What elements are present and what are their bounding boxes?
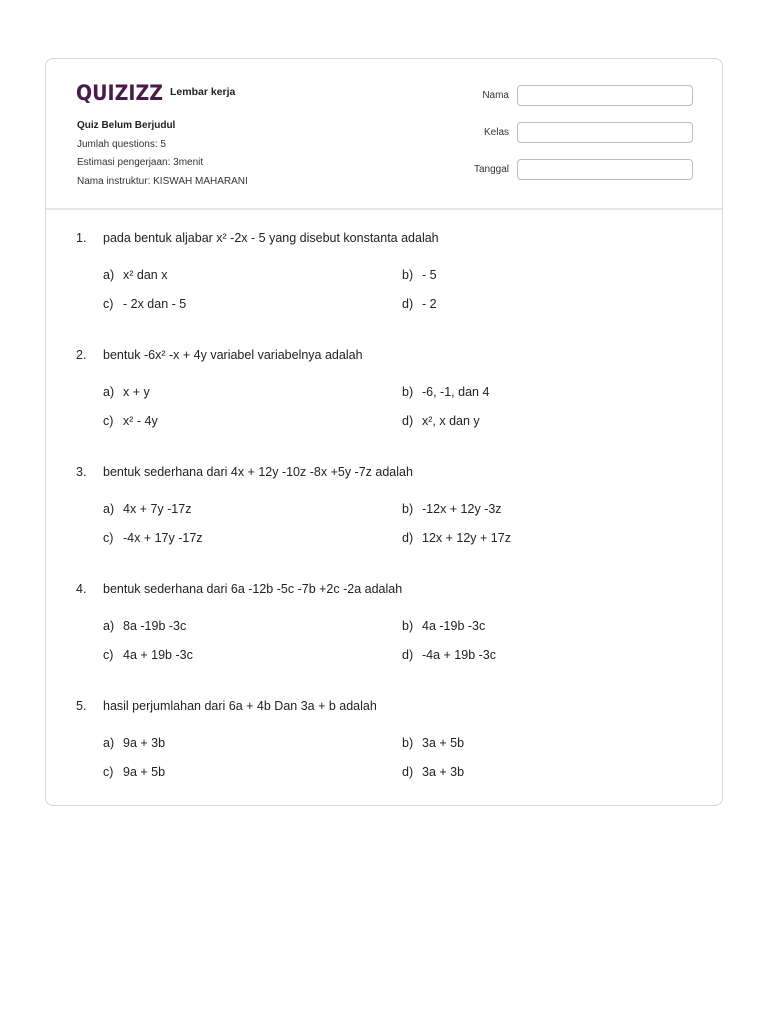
question-text: hasil perjumlahan dari 6a + 4b Dan 3a + b adalah — [103, 699, 377, 713]
option-b — [402, 502, 502, 516]
option-text: x + y — [123, 385, 150, 399]
option-text: - 2 — [422, 297, 437, 311]
option-b — [402, 268, 437, 282]
option-letter: a) — [103, 385, 115, 399]
option-letter: c) — [103, 297, 114, 311]
option-letter: c) — [103, 414, 114, 428]
option-letter: d) — [402, 648, 414, 662]
question-4 — [76, 582, 706, 699]
option-letter: b) — [402, 619, 414, 633]
option-letter: b) — [402, 502, 414, 516]
option-text: x² - 4y — [123, 414, 158, 428]
option-d — [402, 648, 496, 662]
option-b — [402, 736, 464, 750]
option-letter: b) — [402, 268, 414, 282]
option-letter: d) — [402, 414, 414, 428]
option-text: -12x + 12y -3z — [422, 502, 502, 516]
option-letter: d) — [402, 765, 414, 779]
question-text: pada bentuk aljabar x² -2x - 5 yang disebut konstanta adalah — [103, 231, 439, 245]
question-2 — [76, 348, 706, 465]
option-text: 4a + 19b -3c — [123, 648, 193, 662]
question-text: bentuk sederhana dari 4x + 12y -10z -8x +5y -7z adalah — [103, 465, 413, 479]
option-text: -6, -1, dan 4 — [422, 385, 490, 399]
question-number: 1. — [76, 231, 87, 245]
quizizz-logo-icon — [76, 79, 164, 105]
option-text: 4a -19b -3c — [422, 619, 486, 633]
question-number: 5. — [76, 699, 87, 713]
option-d — [402, 414, 480, 428]
option-d — [402, 765, 464, 779]
option-d — [402, 531, 511, 545]
option-letter: a) — [103, 268, 115, 282]
option-text: 3a + 3b — [422, 765, 465, 779]
option-a — [103, 268, 167, 282]
question-count: Jumlah questions: 5 — [77, 138, 166, 150]
date-label: Tanggal — [473, 164, 509, 175]
worksheet — [45, 58, 723, 806]
option-letter: d) — [402, 531, 414, 545]
option-text: 8a -19b -3c — [123, 619, 187, 633]
option-text: 12x + 12y + 17z — [422, 531, 511, 545]
question-list — [76, 231, 706, 816]
option-text: 3a + 5b — [422, 736, 465, 750]
quiz-title: Quiz Belum Berjudul — [77, 120, 176, 131]
option-a — [103, 385, 150, 399]
option-text: x² dan x — [123, 268, 168, 282]
question-number: 3. — [76, 465, 87, 479]
option-text: 9a + 5b — [123, 765, 166, 779]
question-text: bentuk sederhana dari 6a -12b -5c -7b +2c -2a adalah — [103, 582, 403, 596]
option-text: -4a + 19b -3c — [422, 648, 497, 662]
question-5 — [76, 699, 706, 816]
question-3 — [76, 465, 706, 582]
sheet-label: Lembar kerja — [170, 86, 236, 98]
option-letter: c) — [103, 765, 114, 779]
option-text: x², x dan y — [422, 414, 480, 428]
time-estimate: Estimasi pengerjaan: 3menit — [77, 157, 204, 168]
question-number: 4. — [76, 582, 87, 596]
option-c — [103, 297, 186, 311]
option-text: -4x + 17y -17z — [123, 531, 203, 545]
date-field[interactable] — [517, 159, 693, 180]
option-b — [402, 619, 485, 633]
option-c — [103, 648, 193, 662]
class-label: Kelas — [483, 127, 509, 138]
quiz-meta — [77, 117, 248, 191]
option-letter: b) — [402, 736, 414, 750]
worksheet-header — [46, 59, 722, 210]
option-a — [103, 502, 191, 516]
option-a — [103, 736, 165, 750]
question-text: bentuk -6x² -x + 4y variabel variabelnya adalah — [103, 348, 363, 362]
option-d — [402, 297, 437, 311]
option-c — [103, 531, 203, 545]
name-field[interactable] — [517, 85, 693, 106]
class-field[interactable] — [517, 122, 693, 143]
option-letter: b) — [402, 385, 414, 399]
option-text: 4x + 7y -17z — [123, 502, 192, 516]
option-letter: c) — [103, 648, 114, 662]
question-number: 2. — [76, 348, 87, 362]
option-c — [103, 414, 158, 428]
option-letter: c) — [103, 531, 114, 545]
name-label: Nama — [482, 90, 509, 101]
option-letter: a) — [103, 619, 115, 633]
option-letter: a) — [103, 736, 115, 750]
option-a — [103, 619, 186, 633]
option-letter: d) — [402, 297, 414, 311]
option-b — [402, 385, 489, 399]
option-text: 9a + 3b — [123, 736, 166, 750]
option-text: - 5 — [422, 268, 437, 282]
instructor-name: Nama instruktur: KISWAH MAHARANI — [77, 175, 248, 187]
option-text: - 2x dan - 5 — [123, 297, 187, 311]
option-c — [103, 765, 165, 779]
option-letter: a) — [103, 502, 115, 516]
question-1 — [76, 231, 706, 348]
quizizz-logo — [76, 79, 164, 105]
svg-text:QUIZIZZ: QUIZIZZ — [76, 81, 163, 105]
